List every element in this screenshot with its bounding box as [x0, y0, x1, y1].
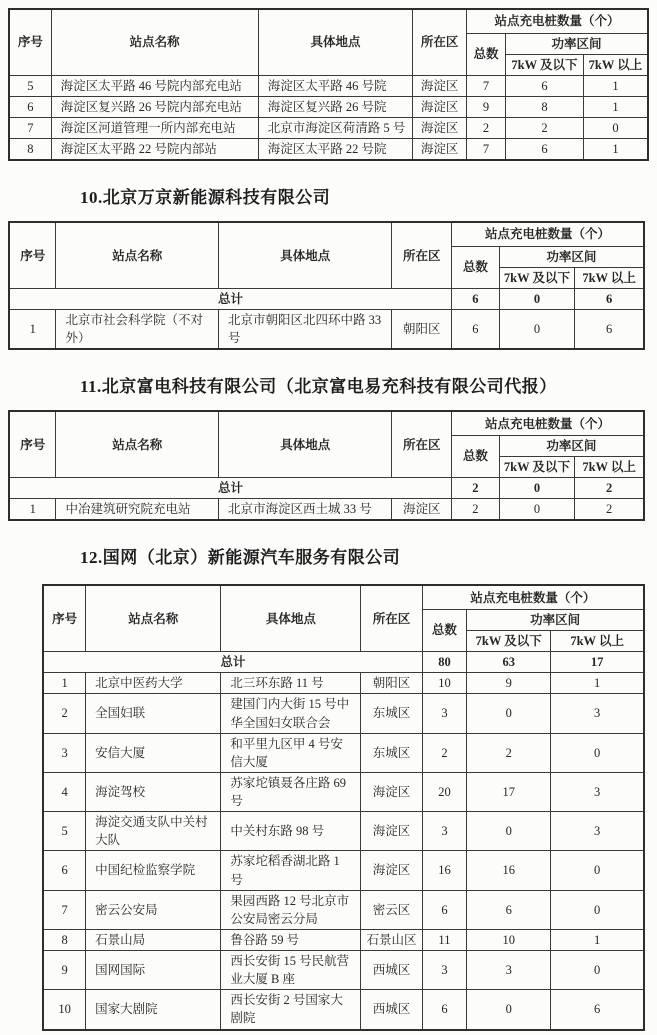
cell-low: 10 — [467, 929, 551, 950]
cell-district: 海淀区 — [392, 499, 452, 521]
cell-district: 海淀区 — [413, 75, 467, 96]
cell-low: 9 — [467, 673, 551, 694]
col-header-count-group: 站点充电桩数量（个） — [422, 585, 644, 609]
cell-address: 海淀区太平路 46 号院 — [258, 75, 413, 96]
cell-low: 0 — [499, 499, 575, 521]
stations-table-section-12 — [42, 584, 645, 1030]
cell-total: 6 — [452, 289, 500, 310]
cell-high: 6 — [575, 310, 644, 350]
cell-low: 6 — [505, 139, 583, 161]
total-row — [9, 478, 644, 499]
cell-low: 8 — [505, 96, 583, 117]
cell-district: 海淀区 — [413, 96, 467, 117]
section-11 — [8, 372, 649, 521]
col-header-high: 7kW 以上 — [583, 54, 648, 75]
cell-low: 17 — [467, 772, 551, 811]
cell-district: 密云区 — [361, 890, 422, 929]
col-header-count-group: 站点充电桩数量（个） — [467, 9, 649, 33]
cell-total: 2 — [467, 118, 506, 139]
cell-seq: 1 — [9, 310, 56, 350]
cell-high: 6 — [551, 990, 644, 1030]
cell-station: 北京市社会科学院（不对外） — [56, 310, 219, 350]
col-header-total: 总数 — [422, 609, 466, 651]
cell-address: 苏家坨稻香湖北路 1 号 — [221, 851, 361, 890]
cell-low: 16 — [467, 851, 551, 890]
cell-station: 海淀交通支队中关村大队 — [86, 812, 221, 851]
cell-seq: 1 — [43, 673, 86, 694]
cell-station: 海淀区河道管理一所内部充电站 — [51, 118, 258, 139]
cell-total: 6 — [422, 890, 466, 929]
col-header-low: 7kW 及以下 — [499, 457, 575, 478]
section-10 — [8, 183, 649, 350]
col-header-district: 所在区 — [392, 411, 452, 477]
cell-seq: 9 — [43, 951, 86, 990]
col-header-seq: 序号 — [9, 222, 56, 288]
cell-high: 1 — [583, 75, 648, 96]
cell-district: 海淀区 — [413, 139, 467, 161]
col-header-high: 7kW 以上 — [551, 631, 644, 652]
cell-total: 7 — [467, 139, 506, 161]
cell-seq: 7 — [9, 118, 51, 139]
cell-total: 10 — [422, 673, 466, 694]
cell-station: 海淀驾校 — [86, 772, 221, 811]
cell-total: 6 — [452, 310, 500, 350]
cell-station: 北京中医药大学 — [86, 673, 221, 694]
cell-address: 北京市海淀区荷清路 5 号 — [258, 118, 413, 139]
cell-high: 0 — [583, 118, 648, 139]
cell-high: 2 — [575, 478, 644, 499]
cell-address: 果园西路 12 号北京市公安局密云分局 — [221, 890, 361, 929]
section-12-heading: 12.国网（北京）新能源汽车服务有限公司 — [80, 548, 401, 568]
cell-low: 0 — [467, 990, 551, 1030]
col-header-power-range: 功率区间 — [499, 246, 644, 267]
table-row — [43, 890, 644, 929]
col-header-low: 7kW 及以下 — [505, 54, 583, 75]
cell-low: 6 — [467, 890, 551, 929]
cell-low: 6 — [505, 75, 583, 96]
cell-station: 中国纪检监察学院 — [86, 851, 221, 890]
col-header-total: 总数 — [467, 33, 506, 75]
col-header-station: 站点名称 — [56, 222, 219, 288]
cell-district: 海淀区 — [361, 772, 422, 811]
col-header-total: 总数 — [452, 246, 500, 288]
cell-low: 2 — [505, 118, 583, 139]
col-header-address: 具体地点 — [219, 222, 392, 288]
cell-low: 0 — [499, 478, 575, 499]
cell-high: 2 — [575, 499, 644, 521]
cell-low: 0 — [467, 694, 551, 733]
cell-seq: 2 — [43, 694, 86, 733]
total-label: 总计 — [43, 652, 422, 673]
cell-seq: 1 — [9, 499, 56, 521]
col-header-seq: 序号 — [9, 9, 51, 75]
col-header-power-range: 功率区间 — [505, 33, 648, 54]
cell-station: 国家大剧院 — [86, 990, 221, 1030]
col-header-seq: 序号 — [9, 411, 56, 477]
cell-total: 2 — [452, 478, 500, 499]
cell-address: 和平里九区甲 4 号安信大厦 — [221, 733, 361, 772]
cell-low: 2 — [467, 733, 551, 772]
cell-total: 3 — [422, 694, 466, 733]
cell-district: 海淀区 — [361, 851, 422, 890]
cell-seq: 3 — [43, 733, 86, 772]
col-header-address: 具体地点 — [219, 411, 392, 477]
cell-address: 西长安街 15 号民航营业大厦 B 座 — [221, 951, 361, 990]
cell-high: 1 — [551, 673, 644, 694]
stations-table-continuation — [8, 8, 649, 161]
cell-address: 建国门内大街 15 号中华全国妇女联合会 — [221, 694, 361, 733]
cell-station: 安信大厦 — [86, 733, 221, 772]
col-header-district: 所在区 — [361, 585, 422, 651]
cell-station: 全国妇联 — [86, 694, 221, 733]
cell-high: 1 — [583, 96, 648, 117]
cell-district: 朝阳区 — [361, 673, 422, 694]
cell-address: 西长安街 2 号国家大剧院 — [221, 990, 361, 1030]
cell-station: 海淀区太平路 46 号院内部充电站 — [51, 75, 258, 96]
table-row — [9, 499, 644, 521]
cell-total: 16 — [422, 851, 466, 890]
cell-seq: 6 — [9, 96, 51, 117]
cell-district: 海淀区 — [361, 812, 422, 851]
cell-district: 东城区 — [361, 694, 422, 733]
total-row — [43, 652, 644, 673]
cell-low: 63 — [467, 652, 551, 673]
cell-low: 3 — [467, 951, 551, 990]
cell-district: 石景山区 — [361, 929, 422, 950]
table-row — [43, 990, 644, 1030]
col-header-high: 7kW 以上 — [575, 457, 644, 478]
cell-low: 0 — [499, 289, 575, 310]
cell-address: 中关村东路 98 号 — [221, 812, 361, 851]
cell-low: 0 — [499, 310, 575, 350]
col-header-station: 站点名称 — [86, 585, 221, 651]
table-row — [9, 310, 644, 350]
table-row — [43, 772, 644, 811]
section-12 — [8, 543, 649, 1030]
cell-station: 石景山局 — [86, 929, 221, 950]
cell-total: 2 — [452, 499, 500, 521]
col-header-address: 具体地点 — [258, 9, 413, 75]
cell-district: 西城区 — [361, 990, 422, 1030]
cell-station: 国网国际 — [86, 951, 221, 990]
table-row — [9, 75, 648, 96]
table-row — [9, 139, 648, 161]
table-row — [43, 733, 644, 772]
cell-seq: 4 — [43, 772, 86, 811]
cell-address: 鲁谷路 59 号 — [221, 929, 361, 950]
cell-address: 海淀区复兴路 26 号院 — [258, 96, 413, 117]
stations-table-section-11 — [8, 410, 645, 521]
col-header-power-range: 功率区间 — [499, 435, 644, 456]
col-header-low: 7kW 及以下 — [467, 631, 551, 652]
col-header-district: 所在区 — [413, 9, 467, 75]
cell-station: 海淀区复兴路 26 号院内部充电站 — [51, 96, 258, 117]
cell-station: 密云公安局 — [86, 890, 221, 929]
cell-district: 西城区 — [361, 951, 422, 990]
table-row — [9, 118, 648, 139]
cell-address: 北三环东路 11 号 — [221, 673, 361, 694]
cell-low: 0 — [467, 812, 551, 851]
cell-total: 6 — [422, 990, 466, 1030]
cell-high: 0 — [551, 851, 644, 890]
cell-total: 20 — [422, 772, 466, 811]
col-header-total: 总数 — [452, 435, 500, 477]
table-row — [43, 951, 644, 990]
table-row — [9, 96, 648, 117]
cell-high: 0 — [551, 890, 644, 929]
section-10-heading: 10.北京万京新能源科技有限公司 — [80, 188, 331, 208]
stations-table-section-10 — [8, 221, 645, 350]
cell-station: 海淀区太平路 22 号院内部站 — [51, 139, 258, 161]
table-row — [43, 812, 644, 851]
total-row — [9, 289, 644, 310]
col-header-seq: 序号 — [43, 585, 86, 651]
cell-seq: 8 — [43, 929, 86, 950]
cell-total: 11 — [422, 929, 466, 950]
cell-total: 7 — [467, 75, 506, 96]
table-row — [43, 673, 644, 694]
cell-high: 6 — [575, 289, 644, 310]
section-11-heading: 11.北京富电科技有限公司（北京富电易充科技有限公司代报） — [80, 377, 557, 397]
cell-total: 80 — [422, 652, 466, 673]
cell-high: 3 — [551, 772, 644, 811]
cell-address: 海淀区太平路 22 号院 — [258, 139, 413, 161]
cell-high: 0 — [551, 733, 644, 772]
cell-total: 3 — [422, 812, 466, 851]
total-label: 总计 — [9, 289, 452, 310]
cell-seq: 6 — [43, 851, 86, 890]
cell-district: 朝阳区 — [392, 310, 452, 350]
cell-station: 中冶建筑研究院充电站 — [56, 499, 219, 521]
col-header-station: 站点名称 — [51, 9, 258, 75]
cell-seq: 5 — [9, 75, 51, 96]
cell-total: 9 — [467, 96, 506, 117]
cell-high: 17 — [551, 652, 644, 673]
cell-high: 1 — [583, 139, 648, 161]
table-row — [43, 929, 644, 950]
col-header-power-range: 功率区间 — [467, 609, 644, 630]
table-row — [43, 694, 644, 733]
col-header-district: 所在区 — [392, 222, 452, 288]
cell-high: 3 — [551, 812, 644, 851]
col-header-address: 具体地点 — [221, 585, 361, 651]
col-header-low: 7kW 及以下 — [499, 267, 575, 288]
col-header-station: 站点名称 — [56, 411, 219, 477]
cell-high: 0 — [551, 951, 644, 990]
cell-seq: 10 — [43, 990, 86, 1030]
total-label: 总计 — [9, 478, 452, 499]
cell-total: 3 — [422, 951, 466, 990]
table-row — [43, 851, 644, 890]
cell-high: 1 — [551, 929, 644, 950]
cell-district: 东城区 — [361, 733, 422, 772]
cell-address: 苏家坨镇聂各庄路 69 号 — [221, 772, 361, 811]
cell-seq: 7 — [43, 890, 86, 929]
col-header-count-group: 站点充电桩数量（个） — [452, 411, 644, 435]
cell-seq: 5 — [43, 812, 86, 851]
cell-address: 北京市海淀区西土城 33 号 — [219, 499, 392, 521]
cell-seq: 8 — [9, 139, 51, 161]
cell-district: 海淀区 — [413, 118, 467, 139]
cell-high: 3 — [551, 694, 644, 733]
cell-total: 2 — [422, 733, 466, 772]
col-header-high: 7kW 以上 — [575, 267, 644, 288]
col-header-count-group: 站点充电桩数量（个） — [452, 222, 644, 246]
cell-address: 北京市朝阳区北四环中路 33 号 — [219, 310, 392, 350]
